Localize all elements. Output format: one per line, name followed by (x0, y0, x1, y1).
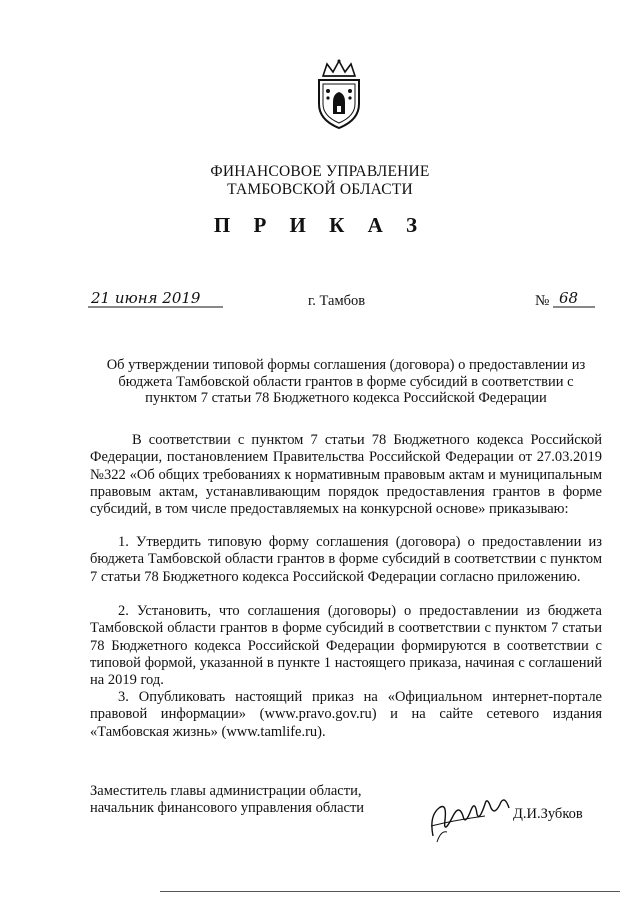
preamble-paragraph: В соответствии с пунктом 7 статьи 78 Бюджетного кодекса Российской Федерации, постановлением Правительства Российской Федерации от 27.03.2019 №322 «Об общих требованиях к нормативным правовым актам и муниципальным правовым актам, устанавливающим порядок предоставления грантов в форме субсидий, в том числе предоставляемых на конкурсной основе» приказываю: (90, 432, 602, 518)
document-title: П Р И К А З (213, 213, 427, 237)
document-number (535, 287, 595, 313)
coat-of-arms-emblem (313, 58, 365, 130)
signer-name: Д.И.Зубков (513, 806, 583, 822)
document-subject: Об утверждении типовой формы соглашения (договора) о предоставлении из бюджета Тамбовской области грантов в форме субсидий в соответствии с пунктом 7 статьи 78 Бюджетного кодекса Российской Федерации (106, 357, 586, 406)
date-text: 21 июня 2019 (91, 289, 201, 307)
order-item-3: 3. Опубликовать настоящий приказ на «Официальном интернет-портале правовой информации» (www.pravo.gov.ru) и на сайте сетевого издания «Тамбовская жизнь» (www.tamlife.ru). (90, 689, 602, 740)
order-item-2: 2. Установить, что соглашения (договоры) о предоставлении из бюджета Тамбовской области грантов в форме субсидий в соответствии с пунктом 7 статьи 78 Бюджетного кодекса Российской Федерации формируются в соответствии с типовой формой, указанной в пункте 1 настоящего приказа, начиная с соглашений на 2019 год. (90, 603, 602, 689)
signer-position-line2: начальник финансового управления области (90, 800, 365, 816)
footer-divider (160, 891, 620, 892)
organization-name-line2: ТАМБОВСКОЙ ОБЛАСТИ (227, 181, 413, 198)
signer-position-line1: Заместитель главы администрации области, (90, 783, 362, 799)
number-label: № (535, 293, 550, 309)
city-label: г. Тамбов (308, 293, 366, 309)
handwritten-date (88, 287, 223, 313)
number-value: 68 (559, 289, 579, 307)
organization-name-line1: ФИНАНСОВОЕ УПРАВЛЕНИЕ (210, 163, 430, 180)
order-item-1: 1. Утвердить типовую форму соглашения (договора) о предоставлении из бюджета Тамбовской области грантов в форме субсидий в соответствии с пунктом 7 статьи 78 Бюджетного кодекса Российской Федерации согласно приложению. (90, 534, 602, 585)
